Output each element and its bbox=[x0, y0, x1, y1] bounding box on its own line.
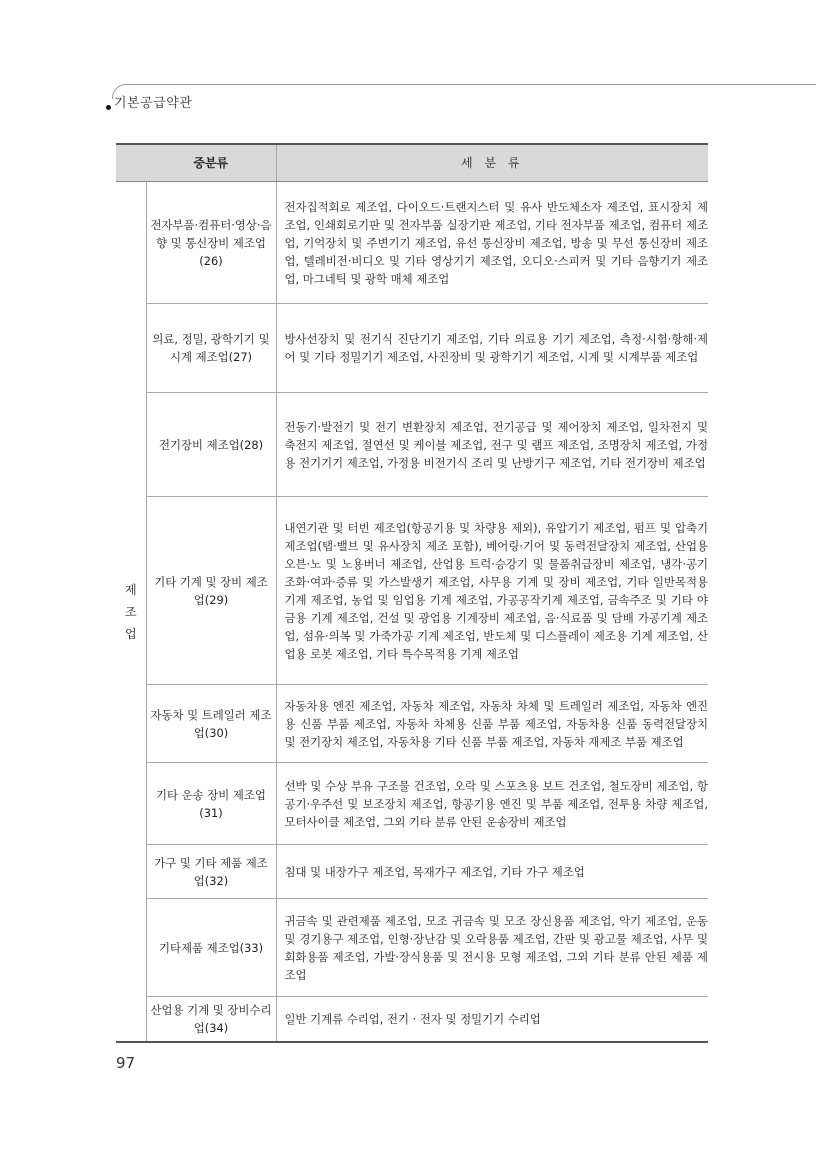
table-row bbox=[116, 304, 708, 393]
table-row bbox=[116, 845, 708, 899]
sub-category: 자동차용 엔진 제조업, 자동차 제조업, 자동차 차체 및 트레일러 제조업, 자동차 엔진용 신품 부품 제조업, 자동차 차체용 신품 부품 제조업, 자동차용 신품 동력전달장치 및 전기장치 제조업, 자동차용 기타 신품 부품 제조업, 자동차 재제조 부품 제조업 bbox=[276, 685, 708, 763]
table-row bbox=[116, 899, 708, 997]
table-row bbox=[116, 182, 708, 304]
header-major bbox=[116, 144, 146, 182]
table-header-row bbox=[116, 144, 708, 182]
header-sub-category: 세 분 류 bbox=[276, 144, 708, 182]
table-row bbox=[116, 763, 708, 845]
sub-category: 일반 기계류 수리업, 전기 · 전자 및 정밀기기 수리업 bbox=[276, 997, 708, 1043]
mid-category: 기타제품 제조업(33) bbox=[146, 899, 276, 997]
mid-category: 가구 및 기타 제품 제조업(32) bbox=[146, 845, 276, 899]
sub-category: 선박 및 수상 부유 구조물 건조업, 오락 및 스포츠용 보트 건조업, 철도장비 제조업, 항공기·우주선 및 보조장치 제조업, 항공기용 엔진 및 부품 제조업, 전투용 차량 제조업, 모터사이클 제조업, 그외 기타 분류 안된 운송장비 제조업 bbox=[276, 763, 708, 845]
mid-category: 전기장비 제조업(28) bbox=[146, 393, 276, 497]
header-mid-category: 중분류 bbox=[146, 144, 276, 182]
sub-category: 방사선장치 및 전기식 진단기기 제조업, 기타 의료용 기기 제조업, 측정·시험·항해·제어 및 기타 정밀기기 제조업, 사진장비 및 광학기기 제조업, 시계 및 시계부품 제조업 bbox=[276, 304, 708, 393]
header-rule bbox=[112, 84, 816, 99]
sub-category: 전자집적회로 제조업, 다이오드·트랜지스터 및 유사 반도체소자 제조업, 표시장치 제조업, 인쇄회로기판 및 전자부품 실장기판 제조업, 기타 전자부품 제조업, 컴퓨터 제조업, 기억장치 및 주변기기 제조업, 유선 통신장비 제조업, 방송 및 무선 통신장비 제조업, 텔레비전·비디오 및 기타 영상기기 제조업, 오디오·스피커 및 기타 음향기기 제조업, 마그네틱 및 광학 매체 제조업 bbox=[276, 182, 708, 304]
mid-category: 자동차 및 트레일러 제조업(30) bbox=[146, 685, 276, 763]
major-category bbox=[116, 182, 146, 1043]
sub-category: 내연기관 및 터빈 제조업(항공기용 및 차량용 제외), 유압기기 제조업, 펌프 및 압축기 제조업(탭·밸브 및 유사장치 제조 포함), 베어링·기어 및 동력전달장치 제조업, 산업용 오븐·노 및 노용버너 제조업, 산업용 트럭·승강기 및 물품취급장비 제조업, 냉각·공기조화·여과·증류 및 가스발생기 제조업, 사무용 기계 및 장비 제조업, 기타 일반목적용 기계 제조업, 농업 및 임업용 기계 제조업, 가공공작기계 제조업, 금속주조 및 기타 야금용 기계 제조업, 건설 및 광업용 기계장비 제조업, 음·식료품 및 담배 가공기계 제조업, 섬유·의복 및 가죽가공 기계 제조업, 반도체 및 디스플레이 제조용 기계 제조업, 산업용 로봇 제조업, 기타 특수목적용 기계 제조업 bbox=[276, 497, 708, 685]
mid-category: 산업용 기계 및 장비수리업(34) bbox=[146, 997, 276, 1043]
header-bullet-icon bbox=[106, 105, 111, 110]
sub-category: 침대 및 내장가구 제조업, 목재가구 제조업, 기타 가구 제조업 bbox=[276, 845, 708, 899]
sub-category: 귀금속 및 관련제품 제조업, 모조 귀금속 및 모조 장신용품 제조업, 악기 제조업, 운동 및 경기용구 제조업, 인형·장난감 및 오락용품 제조업, 간판 및 광고물 제조업, 사무 및 회화용품 제조업, 가발·장식용품 및 전시용 모형 제조업, 그외 기타 분류 안된 제품 제조업 bbox=[276, 899, 708, 997]
table-row bbox=[116, 685, 708, 763]
sub-category: 전동기·발전기 및 전기 변환장치 제조업, 전기공급 및 제어장치 제조업, 일차전지 및 축전지 제조업, 절연선 및 케이블 제조업, 전구 및 램프 제조업, 조명장치 제조업, 가정용 전기기기 제조업, 가정용 비전기식 조리 및 난방기구 제조업, 기타 전기장비 제조업 bbox=[276, 393, 708, 497]
mid-category: 의료, 정밀, 광학기기 및 시계 제조업(27) bbox=[146, 304, 276, 393]
mid-category: 전자부품·컴퓨터·영상·음향 및 통신장비 제조업(26) bbox=[146, 182, 276, 304]
page-number: 97 bbox=[116, 1054, 136, 1072]
header-title: 기본공급약관 bbox=[114, 96, 193, 111]
table-row bbox=[116, 497, 708, 685]
table-row bbox=[116, 393, 708, 497]
table-row bbox=[116, 997, 708, 1043]
mid-category: 기타 기계 및 장비 제조업(29) bbox=[146, 497, 276, 685]
major-category-label: 제 조 업 bbox=[124, 582, 137, 641]
mid-category: 기타 운송 장비 제조업(31) bbox=[146, 763, 276, 845]
classification-table bbox=[116, 143, 708, 1043]
